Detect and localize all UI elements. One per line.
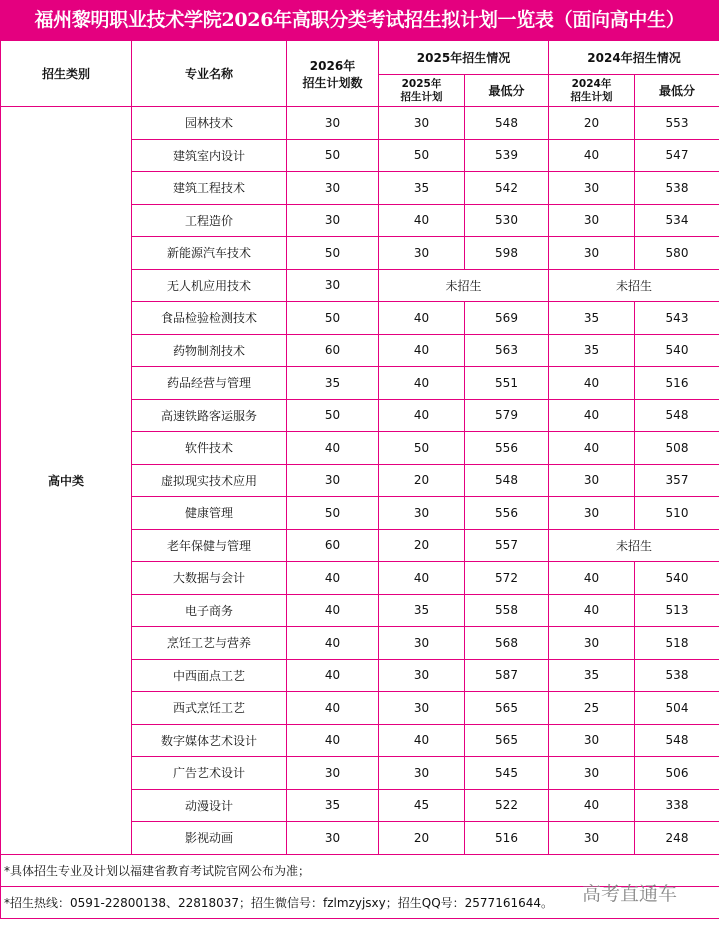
plan-2024: 25	[549, 692, 635, 725]
min-score-2025: 542	[465, 172, 549, 205]
plan-2024: 30	[549, 822, 635, 855]
major-name: 大数据与会计	[132, 562, 287, 595]
plan-2026: 40	[287, 432, 379, 465]
header-plan-2026	[287, 41, 379, 107]
major-name: 影视动画	[132, 822, 287, 855]
plan-2025: 35	[379, 594, 465, 627]
header-category: 招生类别	[1, 41, 132, 107]
plan-2026: 60	[287, 334, 379, 367]
plan-2026: 60	[287, 529, 379, 562]
plan-2025: 40	[379, 204, 465, 237]
plan-2026: 35	[287, 367, 379, 400]
min-score-2024: 338	[635, 789, 719, 822]
min-score-2025: 557	[465, 529, 549, 562]
major-name: 中西面点工艺	[132, 659, 287, 692]
plan-2026: 30	[287, 172, 379, 205]
plan-2024: 40	[549, 562, 635, 595]
plan-2024: 30	[549, 757, 635, 790]
plan-2026: 30	[287, 822, 379, 855]
major-name: 新能源汽车技术	[132, 237, 287, 270]
plan-2024: 35	[549, 302, 635, 335]
min-score-2024: 547	[635, 139, 719, 172]
plan-2025: 40	[379, 399, 465, 432]
plan-2026: 50	[287, 399, 379, 432]
plan-2024: 30	[549, 464, 635, 497]
plan-2025: 40	[379, 367, 465, 400]
plan-2024: 40	[549, 594, 635, 627]
page-title: 福州黎明职业技术学院2026年高职分类考试招生拟计划一览表（面向高中生）	[0, 0, 719, 40]
min-score-2025: 545	[465, 757, 549, 790]
plan-2024: 30	[549, 497, 635, 530]
plan-2024: 30	[549, 172, 635, 205]
header-plan-2025	[379, 75, 465, 107]
plan-2025: 50	[379, 432, 465, 465]
not-enrolled-2024: 未招生	[549, 269, 719, 302]
plan-2025: 40	[379, 334, 465, 367]
min-score-2025: 556	[465, 432, 549, 465]
min-score-2025: 565	[465, 724, 549, 757]
plan-2025: 20	[379, 529, 465, 562]
plan-2025: 30	[379, 107, 465, 140]
major-name: 虚拟现实技术应用	[132, 464, 287, 497]
major-name: 西式烹饪工艺	[132, 692, 287, 725]
watermark: 高考直通车	[582, 883, 678, 905]
min-score-2025: 598	[465, 237, 549, 270]
major-name: 烹饪工艺与营养	[132, 627, 287, 660]
min-score-2025: 565	[465, 692, 549, 725]
header-2025: 2025年招生情况	[379, 41, 549, 75]
plan-2025: 30	[379, 627, 465, 660]
major-name: 建筑工程技术	[132, 172, 287, 205]
header-text: 2025年	[401, 77, 442, 90]
header-text: 招生计划	[570, 90, 613, 103]
min-score-2024: 513	[635, 594, 719, 627]
plan-2026: 50	[287, 139, 379, 172]
major-name: 软件技术	[132, 432, 287, 465]
plan-2025: 30	[379, 692, 465, 725]
major-name: 药品经营与管理	[132, 367, 287, 400]
major-name: 建筑室内设计	[132, 139, 287, 172]
note-contact: *招生热线：0591-22800138、22818037；招生微信号：fzlmzyjsxy；招生QQ号：2577161644。	[1, 886, 719, 918]
plan-2026: 30	[287, 107, 379, 140]
min-score-2024: 538	[635, 172, 719, 205]
plan-2024: 40	[549, 367, 635, 400]
not-enrolled-2024: 未招生	[549, 529, 719, 562]
min-score-2025: 563	[465, 334, 549, 367]
min-score-2024: 510	[635, 497, 719, 530]
plan-2025: 35	[379, 172, 465, 205]
major-name: 高速铁路客运服务	[132, 399, 287, 432]
plan-2024: 30	[549, 724, 635, 757]
plan-2026: 40	[287, 659, 379, 692]
min-score-2024: 580	[635, 237, 719, 270]
plan-2025: 50	[379, 139, 465, 172]
min-score-2024: 518	[635, 627, 719, 660]
plan-2026: 30	[287, 204, 379, 237]
header-min-2025: 最低分	[465, 75, 549, 107]
plan-2024: 40	[549, 399, 635, 432]
min-score-2024: 357	[635, 464, 719, 497]
major-name: 动漫设计	[132, 789, 287, 822]
min-score-2025: 539	[465, 139, 549, 172]
plan-2024: 35	[549, 334, 635, 367]
header-text: 2026年	[309, 58, 356, 73]
plan-2024: 40	[549, 139, 635, 172]
min-score-2024: 553	[635, 107, 719, 140]
plan-2024: 35	[549, 659, 635, 692]
plan-2026: 50	[287, 302, 379, 335]
category-cell: 高中类	[1, 107, 132, 855]
plan-2026: 40	[287, 692, 379, 725]
plan-2025: 30	[379, 237, 465, 270]
major-name: 药物制剂技术	[132, 334, 287, 367]
min-score-2025: 522	[465, 789, 549, 822]
min-score-2024: 506	[635, 757, 719, 790]
plan-2025: 40	[379, 724, 465, 757]
plan-2025: 20	[379, 822, 465, 855]
plan-2024: 40	[549, 789, 635, 822]
min-score-2025: 548	[465, 107, 549, 140]
min-score-2024: 516	[635, 367, 719, 400]
plan-2026: 40	[287, 562, 379, 595]
header-2024: 2024年招生情况	[549, 41, 719, 75]
plan-2025: 30	[379, 497, 465, 530]
header-plan-2024	[549, 75, 635, 107]
major-name: 工程造价	[132, 204, 287, 237]
min-score-2025: 579	[465, 399, 549, 432]
major-name: 园林技术	[132, 107, 287, 140]
plan-2026: 40	[287, 594, 379, 627]
major-name: 电子商务	[132, 594, 287, 627]
plan-2024: 20	[549, 107, 635, 140]
min-score-2025: 572	[465, 562, 549, 595]
plan-2026: 30	[287, 464, 379, 497]
plan-2026: 30	[287, 269, 379, 302]
min-score-2025: 516	[465, 822, 549, 855]
plan-2024: 40	[549, 432, 635, 465]
min-score-2024: 548	[635, 724, 719, 757]
plan-2026: 35	[287, 789, 379, 822]
header-text: 2024年	[571, 77, 612, 90]
plan-2025: 30	[379, 659, 465, 692]
min-score-2024: 543	[635, 302, 719, 335]
major-name: 老年保健与管理	[132, 529, 287, 562]
header-min-2024: 最低分	[635, 75, 719, 107]
min-score-2025: 587	[465, 659, 549, 692]
min-score-2025: 569	[465, 302, 549, 335]
min-score-2024: 548	[635, 399, 719, 432]
plan-2026: 40	[287, 627, 379, 660]
plan-2026: 40	[287, 724, 379, 757]
major-name: 无人机应用技术	[132, 269, 287, 302]
plan-2026: 30	[287, 757, 379, 790]
table-row	[1, 107, 719, 140]
enrollment-table	[0, 40, 719, 919]
plan-2024: 30	[549, 204, 635, 237]
min-score-2024: 508	[635, 432, 719, 465]
header-text: 招生计划数	[302, 75, 363, 90]
min-score-2025: 530	[465, 204, 549, 237]
min-score-2024: 540	[635, 562, 719, 595]
plan-2024: 30	[549, 237, 635, 270]
major-name: 食品检验检测技术	[132, 302, 287, 335]
min-score-2025: 556	[465, 497, 549, 530]
plan-2024: 30	[549, 627, 635, 660]
min-score-2024: 538	[635, 659, 719, 692]
major-name: 健康管理	[132, 497, 287, 530]
header-text: 招生计划	[400, 90, 443, 103]
min-score-2025: 568	[465, 627, 549, 660]
major-name: 数字媒体艺术设计	[132, 724, 287, 757]
plan-2025: 45	[379, 789, 465, 822]
min-score-2024: 540	[635, 334, 719, 367]
min-score-2025: 551	[465, 367, 549, 400]
min-score-2024: 504	[635, 692, 719, 725]
min-score-2025: 548	[465, 464, 549, 497]
min-score-2024: 534	[635, 204, 719, 237]
major-name: 广告艺术设计	[132, 757, 287, 790]
plan-2026: 50	[287, 497, 379, 530]
plan-2025: 20	[379, 464, 465, 497]
plan-2026: 50	[287, 237, 379, 270]
plan-2025: 40	[379, 302, 465, 335]
not-enrolled-2025: 未招生	[379, 269, 549, 302]
note-official: *具体招生专业及计划以福建省教育考试院官网公布为准；	[1, 854, 719, 886]
min-score-2025: 558	[465, 594, 549, 627]
plan-2025: 30	[379, 757, 465, 790]
header-major: 专业名称	[132, 41, 287, 107]
plan-2025: 40	[379, 562, 465, 595]
min-score-2024: 248	[635, 822, 719, 855]
